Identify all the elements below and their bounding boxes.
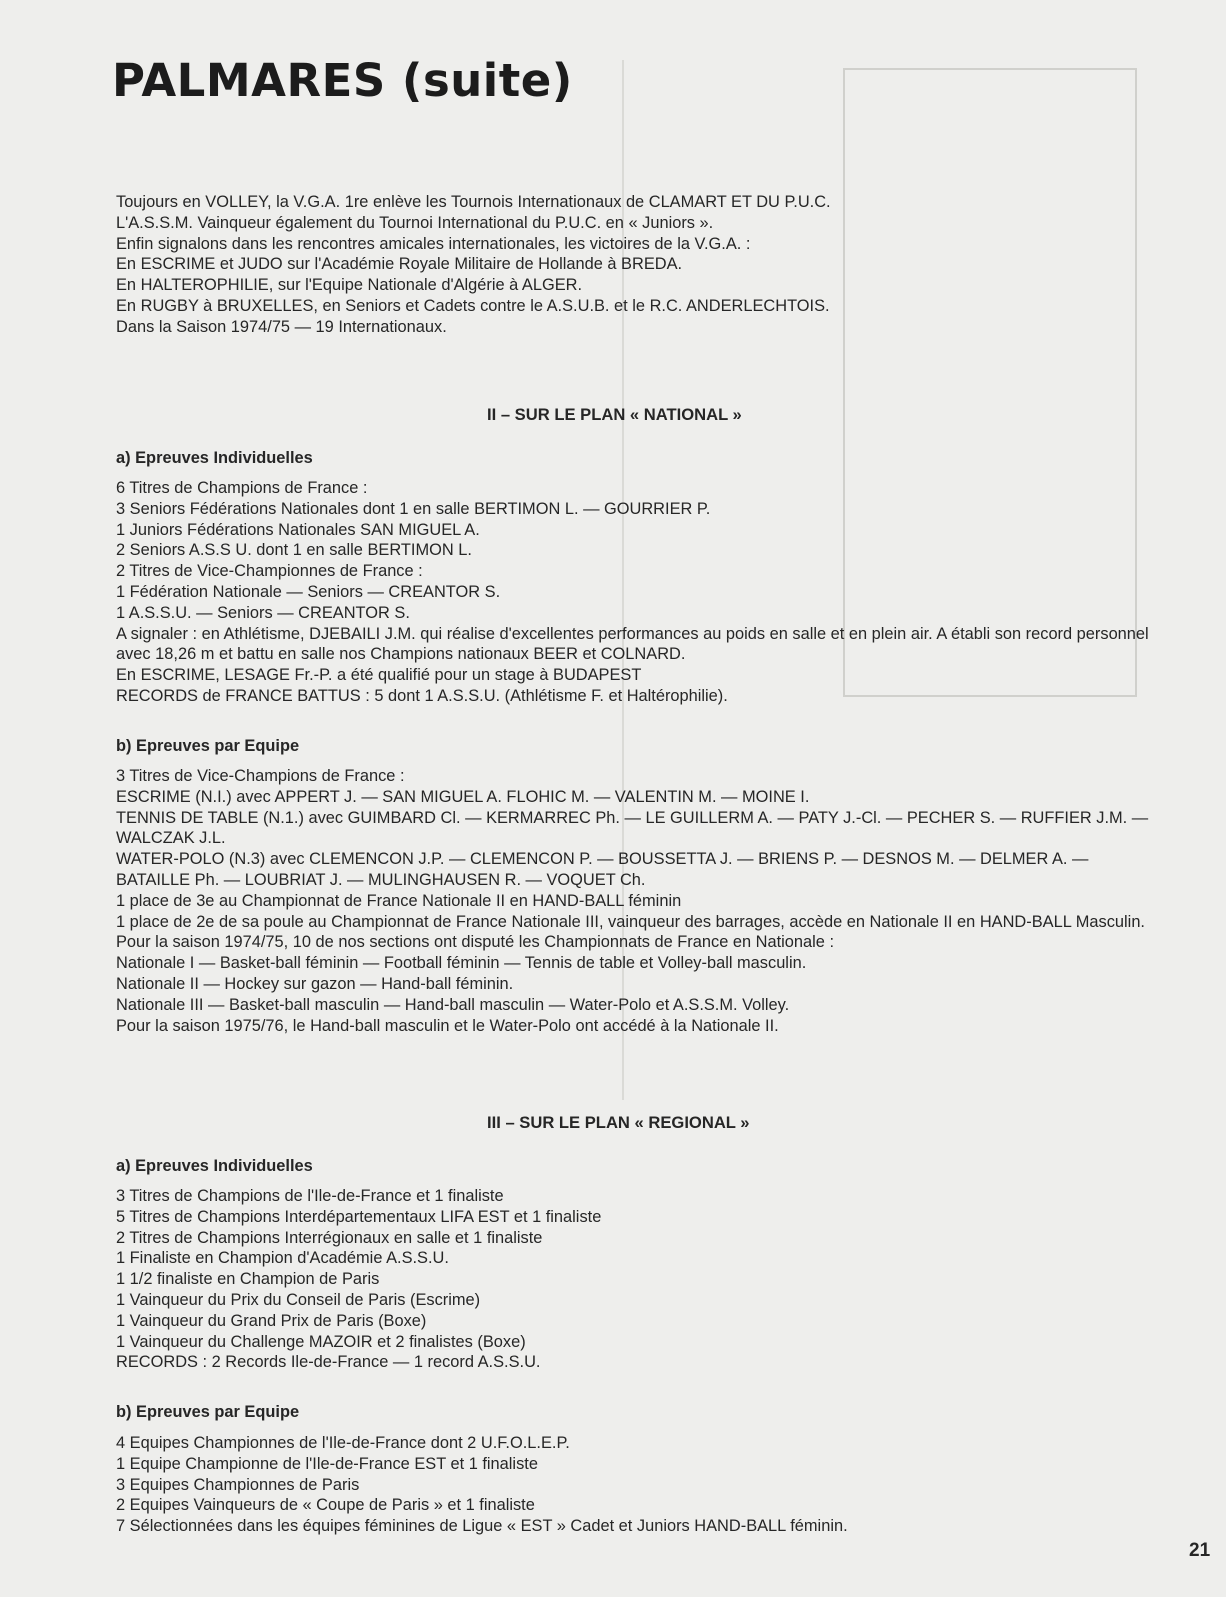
list-item: 2 Titres de Champions Interrégionaux en salle et 1 finaliste — [116, 1228, 543, 1247]
list-item: 1 Vainqueur du Grand Prix de Paris (Boxe) — [116, 1311, 427, 1330]
regional-team-list — [116, 1433, 848, 1537]
subheading-national-individual: a) Epreuves Individuelles — [116, 449, 313, 467]
list-item: 1 place de 2e de sa poule au Championnat de France Nationale III, vainqueur des barrages, accède en Nationale II en HAND-BALL Masculin. — [116, 912, 1145, 931]
list-item: 1 A.S.S.U. — Seniors — CREANTOR S. — [116, 603, 410, 622]
list-item: 2 Titres de Vice-Championnes de France : — [116, 562, 423, 581]
list-item: 3 Titres de Champions de l'Ile-de-France et 1 finaliste — [116, 1187, 504, 1205]
list-item: 2 Equipes Vainqueurs de « Coupe de Paris » et 1 finaliste — [116, 1496, 535, 1515]
national-team-list — [116, 766, 1166, 1036]
intro-line: Dans la Saison 1974/75 — 19 Internationaux. — [116, 317, 447, 336]
subheading-national-team: b) Epreuves par Equipe — [116, 737, 300, 755]
list-item: Nationale II — Hockey sur gazon — Hand-ball féminin. — [116, 974, 514, 993]
list-item: En ESCRIME, LESAGE Fr.-P. a été qualifié pour un stage à BUDAPEST — [116, 666, 642, 685]
subheading-regional-individual: a) Epreuves Individuelles — [116, 1157, 313, 1175]
list-item: 1 Vainqueur du Challenge MAZOIR et 2 finalistes (Boxe) — [116, 1332, 526, 1351]
list-item: RECORDS de FRANCE BATTUS : 5 dont 1 A.S.S.U. (Athlétisme F. et Haltérophilie). — [116, 686, 728, 705]
list-item: 2 Seniors A.S.S U. dont 1 en salle BERTIMON L. — [116, 541, 472, 560]
list-item: 1 Equipe Championne de l'Ile-de-France EST et 1 finaliste — [116, 1454, 538, 1473]
page-title: PALMARES (suite) — [112, 54, 573, 107]
list-item: WATER-POLO (N.3) avec CLEMENCON J.P. — CLEMENCON P. — BOUSSETTA J. — BRIENS P. — DESNOS M. — DELMER A. — BATAILLE Ph. — LOUBRIAT J. — MULINGHAUSEN R. — VOQUET Ch. — [116, 850, 1089, 889]
national-individual-list — [116, 478, 1166, 707]
list-item: Pour la saison 1974/75, 10 de nos sections ont disputé les Championnats de France en Nationale : — [116, 933, 835, 952]
section-title-regional: III – SUR LE PLAN « REGIONAL » — [487, 1113, 750, 1132]
list-item: 3 Seniors Fédérations Nationales dont 1 en salle BERTIMON L. — GOURRIER P. — [116, 499, 711, 518]
list-item: Pour la saison 1975/76, le Hand-ball masculin et le Water-Polo ont accédé à la Nationale II. — [116, 1016, 779, 1035]
list-item: TENNIS DE TABLE (N.1.) avec GUIMBARD Cl. — KERMARREC Ph. — LE GUILLERM A. — PATY J.-Cl. — PECHER S. — RUFFIER J.M. — WALCZAK J.L. — [116, 808, 1149, 848]
regional-individual-list — [116, 1186, 601, 1373]
list-item: 1 Juniors Fédérations Nationales SAN MIGUEL A. — [116, 520, 480, 539]
intro-line: Enfin signalons dans les rencontres amicales internationales, les victoires de la V.G.A. : — [116, 234, 751, 253]
list-item: Nationale I — Basket-ball féminin — Football féminin — Tennis de table et Volley-ball masculin. — [116, 954, 807, 973]
intro-line: En HALTEROPHILIE, sur l'Equipe Nationale d'Algérie à ALGER. — [116, 276, 583, 295]
list-item: 1 1/2 finaliste en Champion de Paris — [116, 1270, 380, 1289]
intro-line: L'A.S.S.M. Vainqueur également du Tournoi International du P.U.C. en « Juniors ». — [116, 213, 714, 232]
page-number: 21 — [1189, 1540, 1211, 1561]
list-item: A signaler : en Athlétisme, DJEBAILI J.M. qui réalise d'excellentes performances au poids en salle et en plein air. A établi son record personnel avec 18,26 m et battu en salle nos Champions nationaux BEER et COLNARD. — [116, 624, 1149, 664]
list-item: 1 Vainqueur du Prix du Conseil de Paris (Escrime) — [116, 1290, 481, 1309]
list-item: RECORDS : 2 Records Ile-de-France — 1 record A.S.S.U. — [116, 1353, 541, 1372]
list-item: 3 Equipes Championnes de Paris — [116, 1475, 360, 1494]
list-item: Nationale III — Basket-ball masculin — Hand-ball masculin — Water-Polo et A.S.S.M. Volley. — [116, 995, 790, 1014]
list-item: 1 Finaliste en Champion d'Académie A.S.S.U. — [116, 1249, 449, 1268]
list-item: 4 Equipes Championnes de l'Ile-de-France dont 2 U.F.O.L.E.P. — [116, 1434, 570, 1452]
subheading-regional-team: b) Epreuves par Equipe — [116, 1403, 300, 1421]
intro-line: En RUGBY à BRUXELLES, en Seniors et Cadets contre le A.S.U.B. et le R.C. ANDERLECHTOIS. — [116, 296, 830, 315]
list-item: 1 Fédération Nationale — Seniors — CREANTOR S. — [116, 582, 501, 601]
list-item: 7 Sélectionnées dans les équipes féminines de Ligue « EST » Cadet et Juniors HAND-BALL féminin. — [116, 1517, 848, 1536]
list-item: 5 Titres de Champions Interdépartementaux LIFA EST et 1 finaliste — [116, 1207, 602, 1226]
list-item: 1 place de 3e au Championnat de France Nationale II en HAND-BALL féminin — [116, 891, 682, 910]
list-item: 6 Titres de Champions de France : — [116, 479, 368, 497]
section-title-national: II – SUR LE PLAN « NATIONAL » — [487, 405, 742, 424]
list-item: ESCRIME (N.I.) avec APPERT J. — SAN MIGUEL A. FLOHIC M. — VALENTIN M. — MOINE I. — [116, 787, 810, 806]
intro-paragraph — [116, 192, 831, 338]
intro-line: En ESCRIME et JUDO sur l'Académie Royale Militaire de Hollande à BREDA. — [116, 255, 683, 274]
list-item: 3 Titres de Vice-Champions de France : — [116, 767, 405, 785]
intro-line: Toujours en VOLLEY, la V.G.A. 1re enlève les Tournois Internationaux de CLAMART ET DU P.U.C. — [116, 193, 831, 211]
